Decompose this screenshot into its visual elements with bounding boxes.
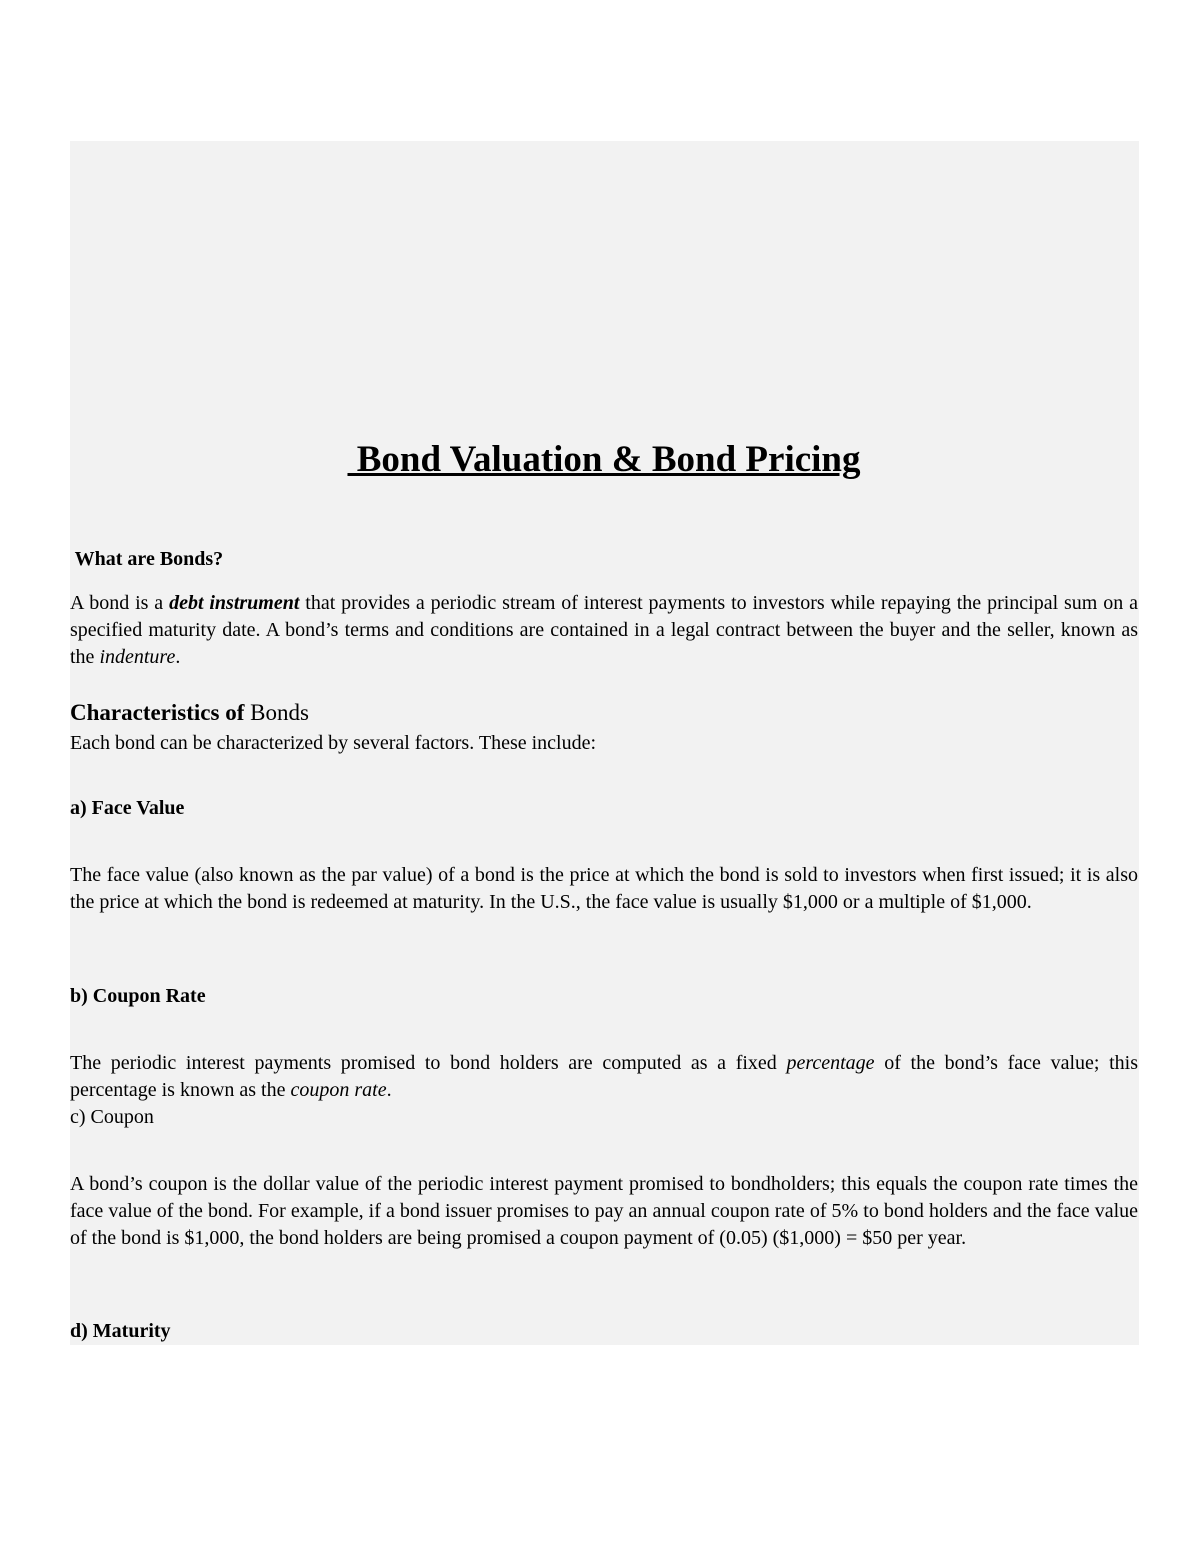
coupon-rate-heading: b) Coupon Rate <box>70 985 206 1007</box>
what-are-bonds-heading: What are Bonds? <box>70 548 224 570</box>
coupon-heading: c) Coupon <box>70 1106 154 1128</box>
coupon-rate-prefix: The periodic interest payments promised to bond holders are computed as a fixed <box>70 1052 787 1074</box>
indenture-term: indenture <box>99 646 176 668</box>
face-value-paragraph: The face value (also known as the par value) of a bond is the price at which the bond is sold to investors when first issued; it is also the price at which the bond is redeemed at maturity. In the U.S., the face value is usually $1,000 or a multiple of $1,000. <box>70 864 1138 913</box>
intro-prefix: A bond is a <box>70 592 170 614</box>
coupon-rate-emphasis: coupon rate <box>290 1079 387 1101</box>
characteristics-intro: Each bond can be characterized by several factors. These include: <box>70 732 597 754</box>
characteristics-heading-bold: Characteristics of <box>70 700 245 725</box>
coupon-rate-suffix: . <box>386 1079 392 1101</box>
intro-middle: that provides a periodic stream of interest payments to investors while repaying the principal sum on a specified maturity date. A bond’s terms and conditions are contained in a legal contract between the buyer and the seller, known as the <box>70 592 1138 668</box>
document-title: Bond Valuation & Bond Pricing <box>347 439 861 480</box>
characteristics-heading <box>70 698 1138 728</box>
maturity-heading: d) Maturity <box>70 1320 171 1342</box>
debt-instrument-emphasis: debt instrument <box>169 592 300 614</box>
coupon-rate-paragraph <box>70 1050 1138 1104</box>
coupon-rate-middle: of the bond’s face value; this percentage is known as the <box>70 1052 1138 1101</box>
intro-suffix: . <box>175 646 181 668</box>
characteristics-heading-regular: Bonds <box>244 700 309 725</box>
percentage-emphasis: percentage <box>786 1052 875 1074</box>
face-value-heading: a) Face Value <box>70 797 185 819</box>
intro-paragraph <box>70 590 1138 671</box>
coupon-paragraph: A bond’s coupon is the dollar value of the periodic interest payment promised to bondholders; this equals the coupon rate times the face value of the bond. For example, if a bond issuer promises to pay an annual coupon rate of 5% to bond holders and the face value of the bond is $1,000, the bond holders are being promised a coupon payment of (0.05) ($1,000) = $50 per year. <box>70 1173 1138 1249</box>
